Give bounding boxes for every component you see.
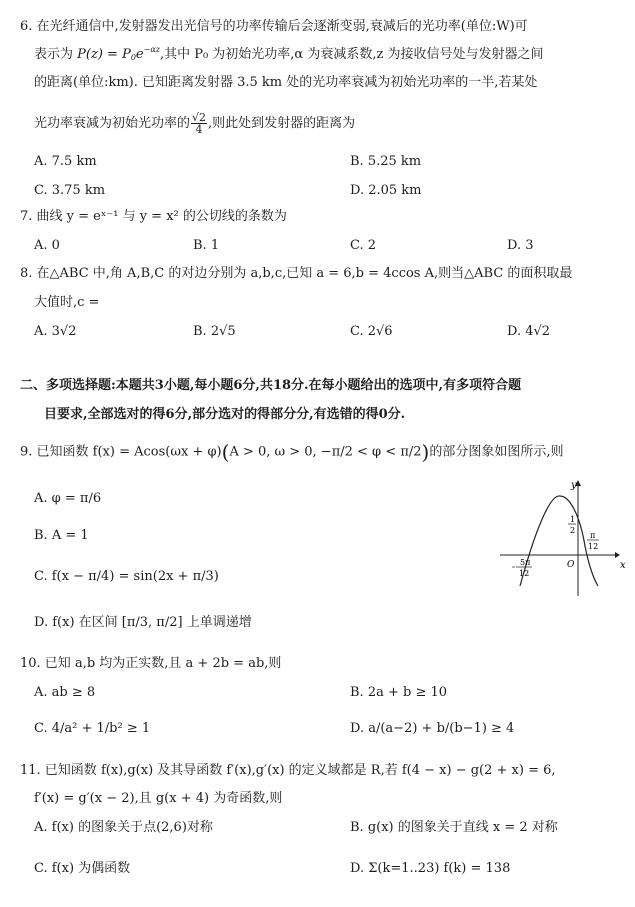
q6-text: 表示为	[34, 47, 78, 62]
q9-condition: A > 0, ω > 0, −π/2 < φ < π/2	[229, 444, 422, 460]
left-zero-den: 12	[519, 569, 530, 578]
q7-stem: 7. 曲线 y = eˣ⁻¹ 与 y = x² 的公切线的条数为	[20, 209, 287, 224]
q6-stem-line2	[34, 46, 543, 64]
frac-den: 4	[195, 123, 203, 136]
q10-option-d[interactable]: D. a/(a−2) + b/(b−1) ≥ 4	[350, 721, 515, 736]
right-zero-num: π	[590, 531, 596, 540]
q9-cosine-graph	[490, 476, 630, 606]
q7-option-d[interactable]: D. 3	[507, 238, 534, 253]
q11-stem-line2: f′(x) = g′(x − 2),且 g(x + 4) 为奇函数,则	[34, 791, 283, 806]
q8-option-c[interactable]: C. 2√6	[350, 324, 393, 339]
q9-option-b[interactable]: B. A = 1	[34, 528, 89, 543]
q6-text-3: 光功率衰减为初始光功率的	[34, 116, 191, 131]
q9-stem	[20, 440, 564, 464]
q11-option-c[interactable]: C. f(x) 为偶函数	[34, 861, 131, 876]
origin-label: O	[567, 560, 575, 570]
paren-close: )	[421, 440, 430, 464]
q11-option-b[interactable]: B. g(x) 的图象关于直线 x = 2 对称	[350, 820, 558, 835]
right-zero-den: 12	[588, 542, 599, 551]
q8-stem-line2: 大值时,c =	[34, 295, 100, 310]
q10-option-b[interactable]: B. 2a + b ≥ 10	[350, 685, 448, 700]
q6-formula: $P(z) = P_0e^{-\alpha z}$	[77, 45, 160, 62]
q8-option-d[interactable]: D. 4√2	[507, 324, 551, 339]
x-axis-arrow	[615, 552, 620, 558]
paren-open: (	[221, 440, 230, 464]
q6-text-2: ,其中 P₀ 为初始光功率,α 为衰减系数,z 为接收信号处与发射器之间	[159, 47, 544, 62]
q6-stem-line4	[34, 112, 355, 135]
q10-option-a[interactable]: A. ab ≥ 8	[34, 685, 96, 700]
q6-stem-line3: 的距离(单位:km). 已知距离发射器 3.5 km 处的光功率衰减为初始光功率的一半,若某处	[34, 75, 538, 90]
q7-option-a[interactable]: A. 0	[34, 238, 60, 253]
q9-suffix: 的部分图象如图所示,则	[429, 444, 564, 460]
q8-option-b[interactable]: B. 2√5	[193, 324, 236, 339]
y-intercept-num: 1	[570, 515, 576, 524]
q6-stem-line1: 6. 在光纤通信中,发射器发出光信号的功率传输后会逐渐变弱,衰减后的光功率(单位:W)可	[20, 19, 528, 34]
q9-option-a[interactable]: A. φ = π/6	[34, 491, 102, 506]
q9-option-d[interactable]: D. f(x) 在区间 [π/3, π/2] 上单调递增	[34, 615, 252, 630]
frac-num: √2	[192, 111, 207, 124]
q6-option-a[interactable]: A. 7.5 km	[34, 154, 97, 169]
section-title-cont: 目要求,全部选对的得6分,部分选对的得部分分,有选错的得0分.	[44, 407, 406, 422]
q8-stem-line1: 8. 在△ABC 中,角 A,B,C 的对边分别为 a,b,c,已知 a = 6,b = 4ccos A,则当△ABC 的面积取最	[20, 266, 573, 281]
q6-option-b[interactable]: B. 5.25 km	[350, 154, 422, 169]
q6-option-d[interactable]: D. 2.05 km	[350, 183, 422, 198]
q10-stem: 10. 已知 a,b 均为正实数,且 a + 2b = ab,则	[20, 656, 282, 671]
y-label: y	[571, 480, 577, 491]
q7-option-b[interactable]: B. 1	[193, 238, 220, 253]
cosine-curve	[520, 496, 598, 586]
q11-stem-line1: 11. 已知函数 f(x),g(x) 及其导函数 f′(x),g′(x) 的定义域都是 R,若 f(4 − x) − g(2 + x) = 6,	[20, 763, 556, 778]
q9-option-c[interactable]: C. f(x − π/4) = sin(2x + π/3)	[34, 569, 219, 584]
x-label: x	[620, 560, 626, 571]
q10-option-c[interactable]: C. 4/a² + 1/b² ≥ 1	[34, 721, 151, 736]
q6-option-c[interactable]: C. 3.75 km	[34, 183, 106, 198]
q11-option-a[interactable]: A. f(x) 的图象关于点(2,6)对称	[34, 820, 213, 835]
q8-option-a[interactable]: A. 3√2	[34, 324, 77, 339]
q11-option-d[interactable]: D. Σ(k=1..23) f(k) = 138	[350, 861, 511, 876]
left-zero-num: 5π	[520, 558, 531, 567]
q6-text-4: ,则此处到发射器的距离为	[208, 116, 356, 131]
y-intercept-den: 2	[570, 526, 576, 535]
q6-fraction	[191, 112, 207, 135]
q7-option-c[interactable]: C. 2	[350, 238, 377, 253]
q9-function: 9. 已知函数 f(x) = Acos(ωx + φ)	[20, 444, 222, 460]
section-title: 二、多项选择题:本题共3小题,每小题6分,共18分.在每小题给出的选项中,有多项符合题	[20, 378, 522, 393]
